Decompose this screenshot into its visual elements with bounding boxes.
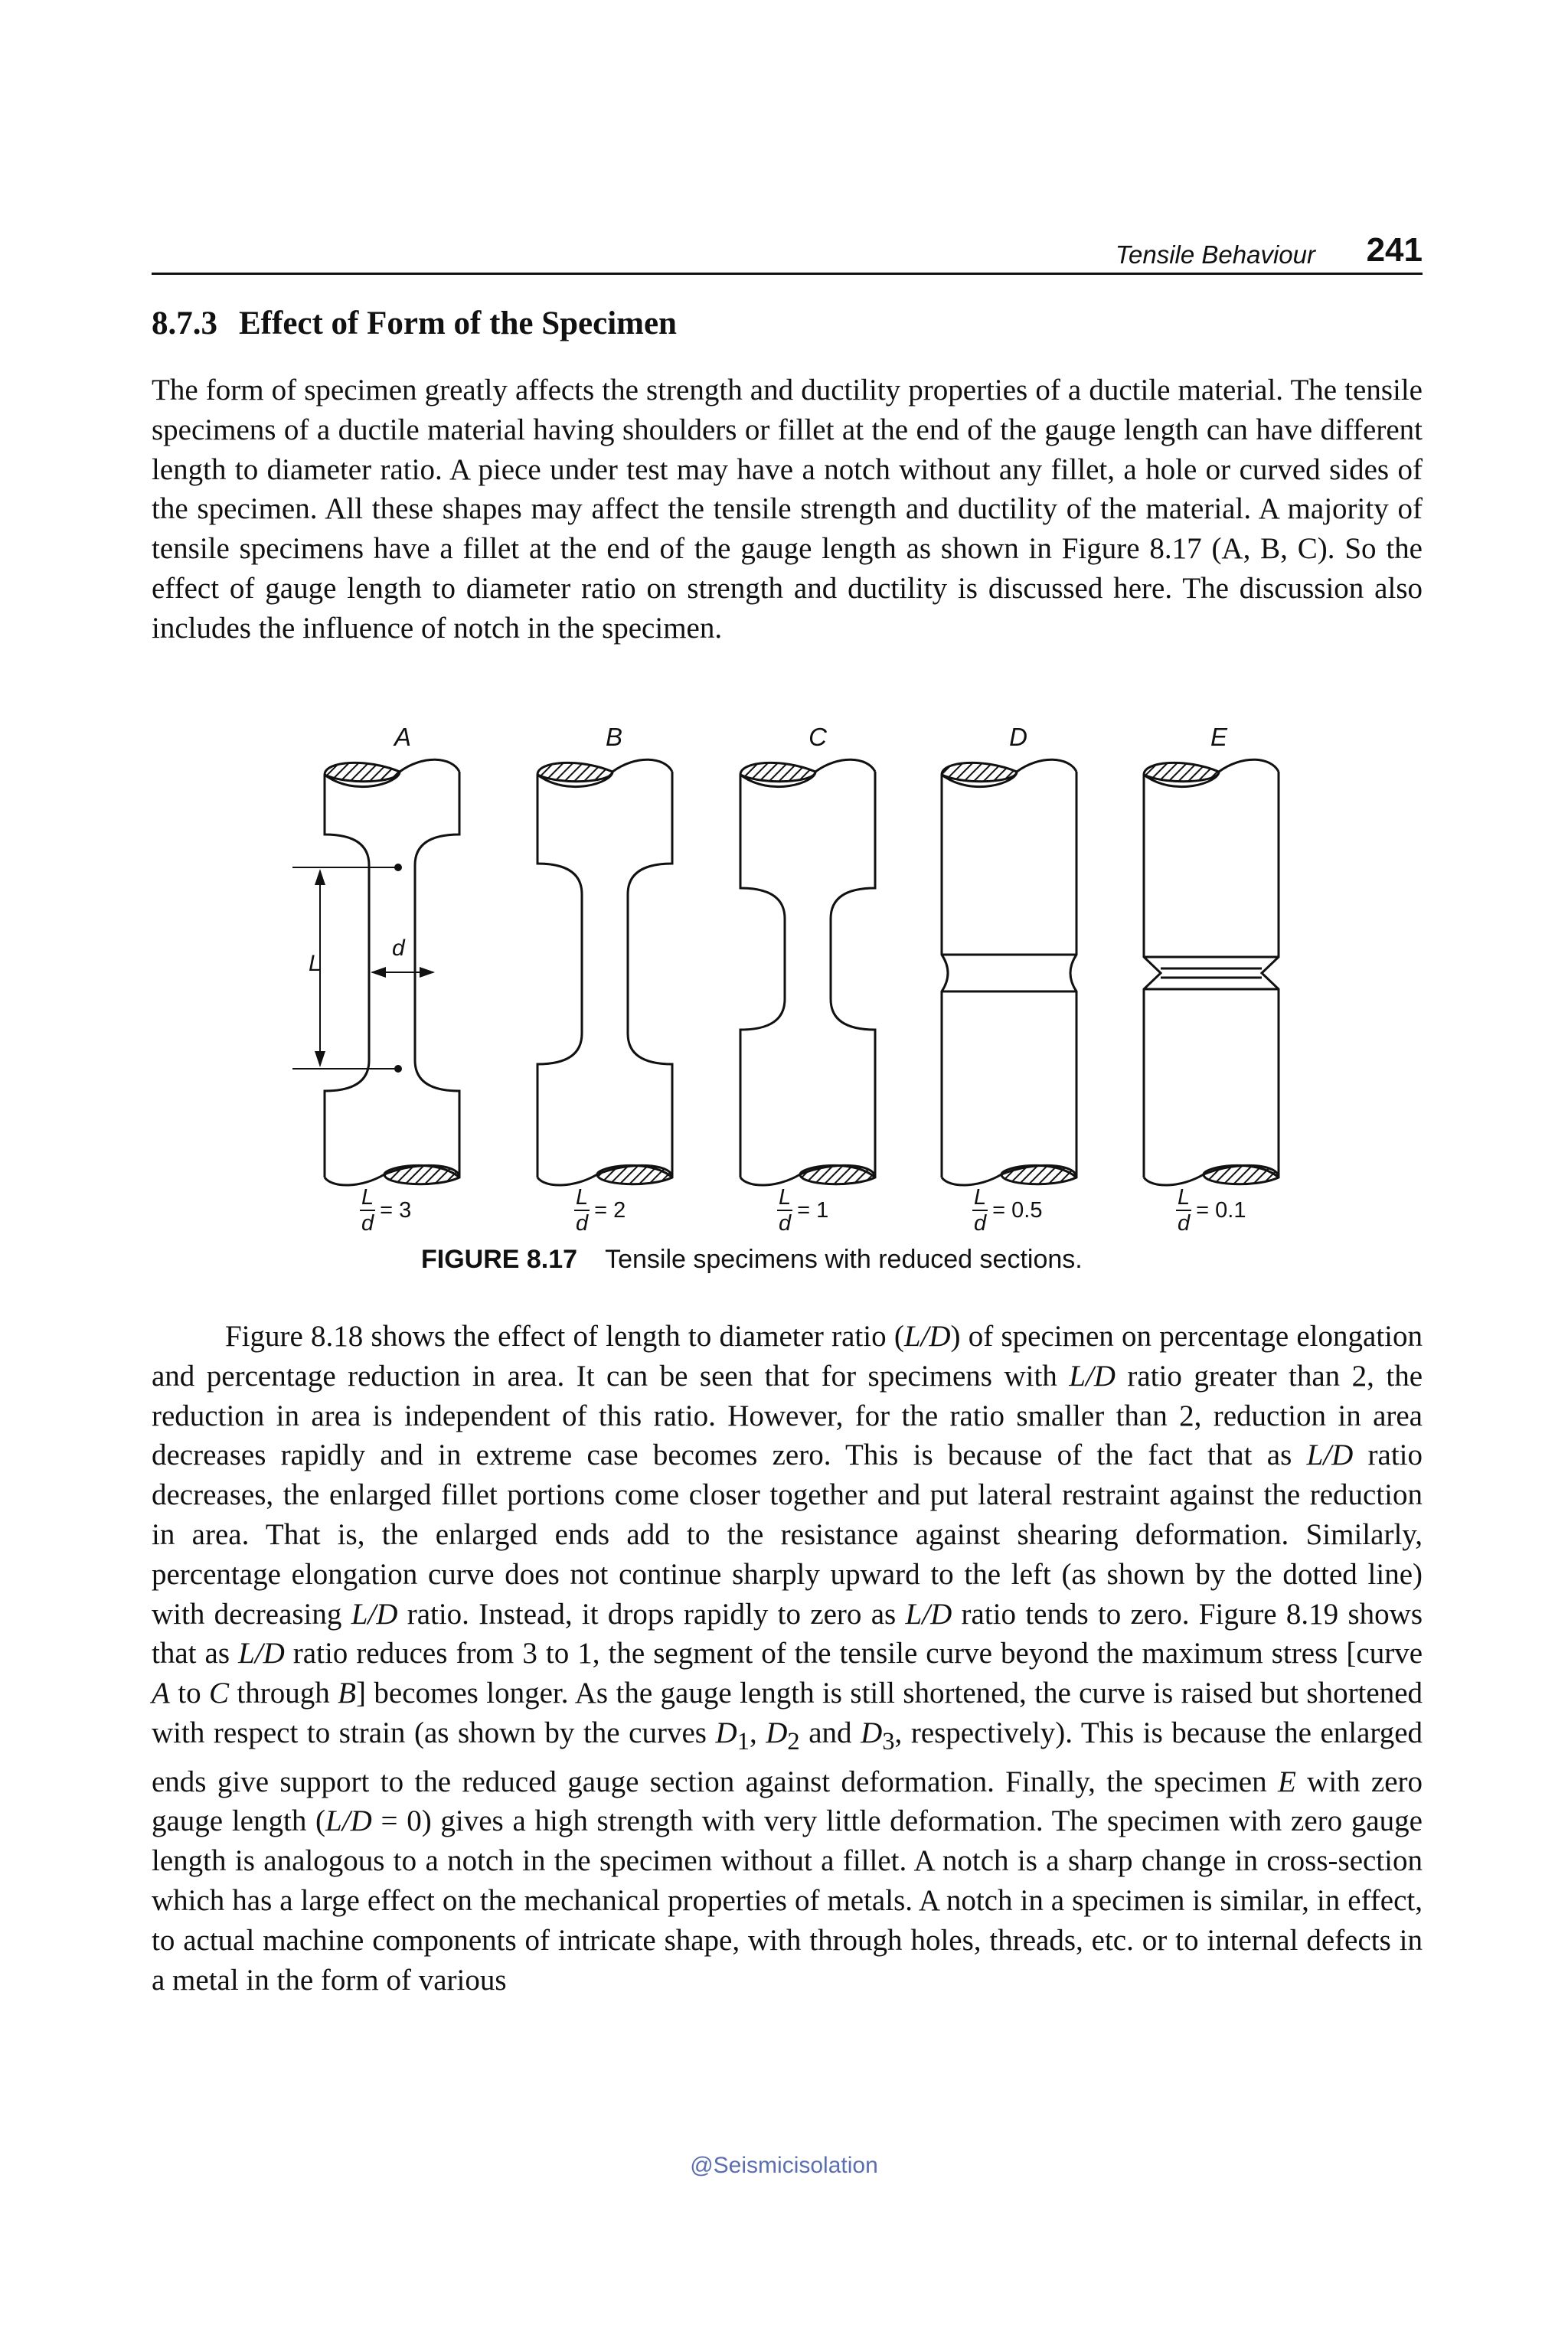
text-run: B [338,1677,356,1710]
specimen-outline [1144,772,1279,1177]
ratio-value: = 2 [594,1197,626,1223]
gauge-mark-bottom [394,1065,402,1073]
dimension-d-label: d [392,936,405,961]
ratio-numerator: L [974,1185,987,1210]
paragraph-intro: The form of specimen greatly affects the strength and ductility properties of a ductile material. The tensile specimens of a ductile material having shoulders or fillet at the end of the gauge length can have different length to diameter ratio. A piece under test may have a notch without any fillet, a hole or curved sides of the specimen. All these shapes may affect the tensile strength and ductility of the material. A majority of tensile specimens have a fillet at the end of the gauge length as shown in Figure 8.17 (A, B, C). So the effect of gauge length to diameter ratio on strength and ductility is discussed here. The discussion also includes the influence of notch in the specimen. [152,374,1423,645]
text-run: ) of specimen on percentage elongation and percentage reduction in area. It can be seen that for specimens with [152,1320,1423,1393]
section-number: 8.7.3 [152,305,217,341]
ratio-denominator: d [576,1211,589,1236]
text-run: 2 [787,1727,800,1755]
ratio-value: = 0.1 [1196,1197,1246,1223]
specimen-label-e: E [1210,723,1227,751]
text-run: to [169,1677,209,1710]
text-run: D [766,1716,788,1749]
text-run: Figure 8.18 shows the effect of length to diameter ratio ( [225,1320,904,1353]
text-run: , [749,1716,766,1749]
ratio-denominator: d [361,1211,374,1236]
dimension-l-label: L [309,951,322,976]
specimen-outline [537,772,672,1177]
text-run: ratio tends to zero. Figure 8.19 shows that as [152,1597,1423,1670]
text-run: = 0) gives a high strength with very little deformation. The specimen with zero gauge length is analogous to a notch in the specimen without a fillet. A notch is a sharp change in cross-section which has a large effect on the mechanical properties of metals. A notch in a specimen is similar, in effect, to actual machine components of intricate shape, with through holes, threads, etc. or to internal defects in a metal in the form of various [152,1804,1423,1997]
text-run: ratio reduces from 3 to 1, the segment of the tensile curve beyond the maximum stress [curve [284,1637,1423,1670]
text-run: A [152,1677,170,1710]
text-run: L/D [238,1637,285,1670]
text-run: C [209,1677,230,1710]
text-run: with zero gauge length ( [152,1765,1423,1838]
ratio-label-d [972,1185,1042,1236]
specimen-outline [942,772,1076,1177]
figure-caption-text: Tensile specimens with reduced sections. [605,1245,1083,1274]
specimen-label-a: A [394,723,411,751]
ratio-value: = 1 [797,1197,829,1223]
text-run: ratio. Instead, it drops rapidly to zero as [397,1597,906,1631]
specimen-c [740,759,875,1185]
ratio-numerator: L [1178,1185,1191,1210]
figure-caption [421,1245,1083,1275]
text-run: ] becomes longer. As the gauge length is still shortened, the curve is raised but shortened with respect to strain (as shown by the curves [152,1677,1423,1749]
ratio-label-b [574,1185,626,1236]
specimen-e [1144,759,1279,1185]
ratio-numerator: L [576,1185,589,1210]
text-run: D [861,1716,883,1749]
text-run: 1 [737,1727,750,1755]
specimen-label-c: C [808,723,827,751]
text-run: L/D [903,1320,951,1353]
text-run: 3 [882,1727,895,1755]
text-run: ratio decreases, the enlarged fillet portions come closer together and put lateral restraint against the reduction in area. That is, the enlarged ends add to the resistance against shearing deformation. Similarly, percentage elongation curve does not continue sharply upward to the left (as shown by the dotted line) with decreasing [152,1439,1423,1631]
ratio-label-e [1176,1185,1246,1236]
text-run: , respectively). This is because the enlarged ends give support to the reduced gauge section against deformation. Finally, the specimen [152,1716,1423,1798]
text-run: L/D [1069,1359,1116,1393]
ratio-denominator: d [1178,1211,1191,1236]
ratio-numerator: L [779,1185,792,1210]
figure-caption-label: FIGURE 8.17 [421,1245,578,1274]
page-number: 241 [1366,231,1423,269]
text-run: L/D [351,1597,398,1631]
specimen-b [537,759,672,1185]
text-run: E [1277,1765,1296,1798]
paragraph-ld-effect [152,1317,1423,2000]
break-hatch-top [325,763,400,781]
watermark: @Seismicisolation [690,2153,878,2178]
specimen-label-b: B [605,723,622,751]
text-run: D [715,1716,737,1749]
running-title: Tensile Behaviour [1115,240,1315,269]
ratio-label-a [360,1185,411,1236]
break-hatch-top [740,763,815,781]
ratio-denominator: d [779,1211,792,1236]
specimen-outline [740,772,875,1177]
text-run: L/D [905,1597,952,1631]
text-run: and [799,1716,861,1749]
specimen-outline [325,772,459,1177]
gauge-mark-top [394,864,402,871]
break-hatch-top [942,763,1017,781]
specimen-d [942,759,1076,1185]
section-title: Effect of Form of the Specimen [239,305,677,341]
text-run: L/D [1306,1439,1354,1472]
text-run: ratio greater than 2, the reduction in area is independent of this ratio. However, for the ratio smaller than 2, reduction in area decreases rapidly and in extreme case becomes zero. This is because of the fact that as [152,1359,1423,1472]
text-run: L/D [325,1804,372,1838]
ratio-value: = 0.5 [992,1197,1043,1223]
ratio-numerator: L [361,1185,374,1210]
ratio-label-c [777,1185,828,1236]
ratio-denominator: d [974,1211,987,1236]
text-run: through [229,1677,338,1710]
break-hatch-top [537,763,612,781]
ratio-value: = 3 [380,1197,412,1223]
break-hatch-top [1144,763,1219,781]
specimen-label-d: D [1009,723,1027,751]
